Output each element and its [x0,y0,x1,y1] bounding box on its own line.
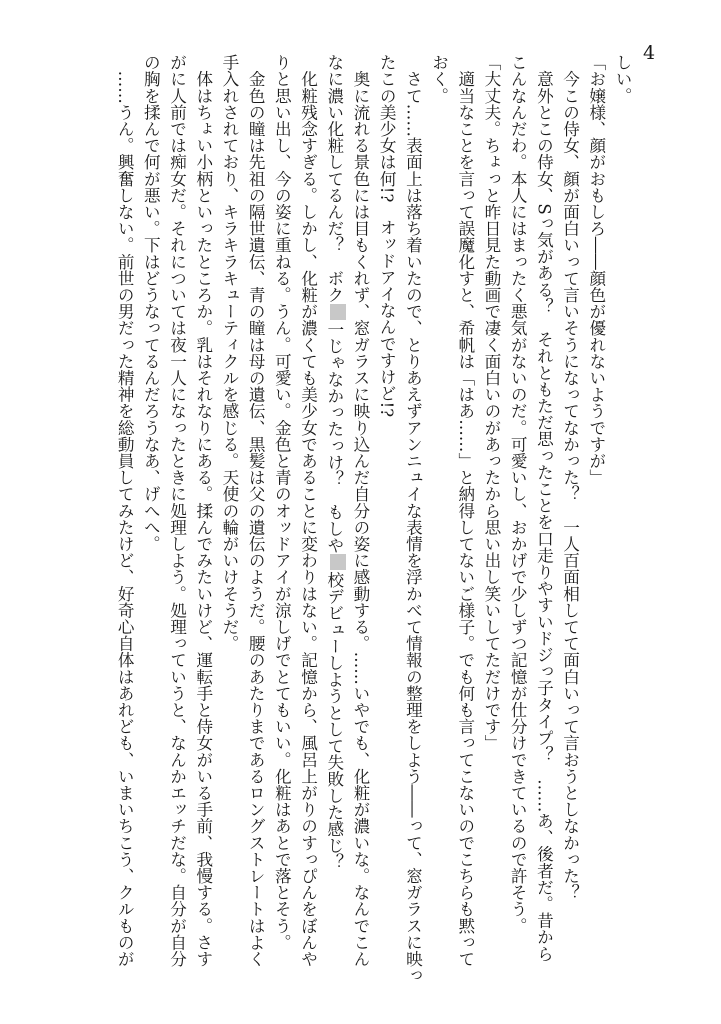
text-segment: 校デビューしようとして失敗した感じ？ [324,571,344,871]
text-segment: 一じゃなかったっけ？ もしや [324,321,344,554]
censor-block [330,304,346,320]
text-line: 意外とこの侍女、Sっ気がある？ それともただ思ったことを口走りやすいドジっ子タイプ？ ……あ、後者だ。昔から [534,54,554,962]
text-line: 適当なことを言って誤魔化すと、希帆は「はあ……」と納得してないご様子。でも何も言ってこないのでこちらも黙って [455,54,475,967]
text-line: がに人前では痴女だ。それについては夜一人になったときに処理しよう。処理っていうと、なんかエッチだな。自分が自分 [167,54,187,967]
text-line: ……うん。興奮しない。前世の男だった精神を総動員してみたけど、好奇心自体はあれども、いまいちこう、クルものが [115,54,135,967]
text-line: さて……表面上は落ち着いたので、とりあえずアンニュイな表情を浮かべて情報の整理をしよう――って、窓ガラスに映っ [403,54,423,984]
text-line: 「大丈夫。ちょっと昨日見た動画で凄く面白いのがあったから思い出し笑いしてただけです」 [481,54,501,752]
text-line: おく。 [429,54,449,104]
text-line-censored [321,54,347,964]
text-line: 「お嬢様、顔がおもしろ――顔色が優れないようですが」 [586,54,606,486]
vertical-text-body [111,54,635,984]
text-line: 化粧残念すぎる。しかし、化粧が濃くても美少女であることに変わりはない。記憶から、風呂上がりのすっぴんをぼんや [298,54,318,967]
text-line: しい。 [613,54,632,104]
text-line: こんなんだわ。本人にはまったく悪気がないのだ。可愛いし、おかげで少しずつ記憶が仕分けできているので許そう。 [508,54,528,934]
text-line: 奥に流れる景色には目もくれず、窓ガラスに映り込んだ自分の姿に感動する。……いやでも、化粧が濃いな。なんでこん [350,54,370,967]
text-segment: なに濃い化粧してるんだ？ ボク [324,54,344,303]
text-line: 金色の瞳は先祖の隔世遺伝、青の瞳は母の遺伝、黒髪は父の遺伝のようだ。腰のあたりまであるロングストレートはよく [246,54,266,967]
text-line: りと思い出し、今の姿に重ねる。うん。可愛い。金色と青のオッドアイが涼しげでとてもいい。化粧はあとで落とそう。 [272,54,292,951]
text-line: の胸を揉んで何が悪い。下はどうなってるんだろうなあ、げへへ。 [141,54,161,552]
text-line: たこの美少女は何!? オッドアイなんですけど!? [377,54,397,418]
text-line: 体はちょい小柄といったところか。乳はそれなりにある。揉んでみたいけど、運転手と侍女がいる手前、我慢する。さす [193,54,213,967]
text-line: 手入れされており、キラキラキューティクルを感じる。天使の輪がいけそうだ。 [219,54,239,652]
page-number: 4 [643,42,656,64]
censor-block [330,554,346,570]
text-line: 今この侍女、顔が面白いって言いそうになってなかった？ 一人百面相してて面白いって言おうとしなかった？ [560,54,580,901]
